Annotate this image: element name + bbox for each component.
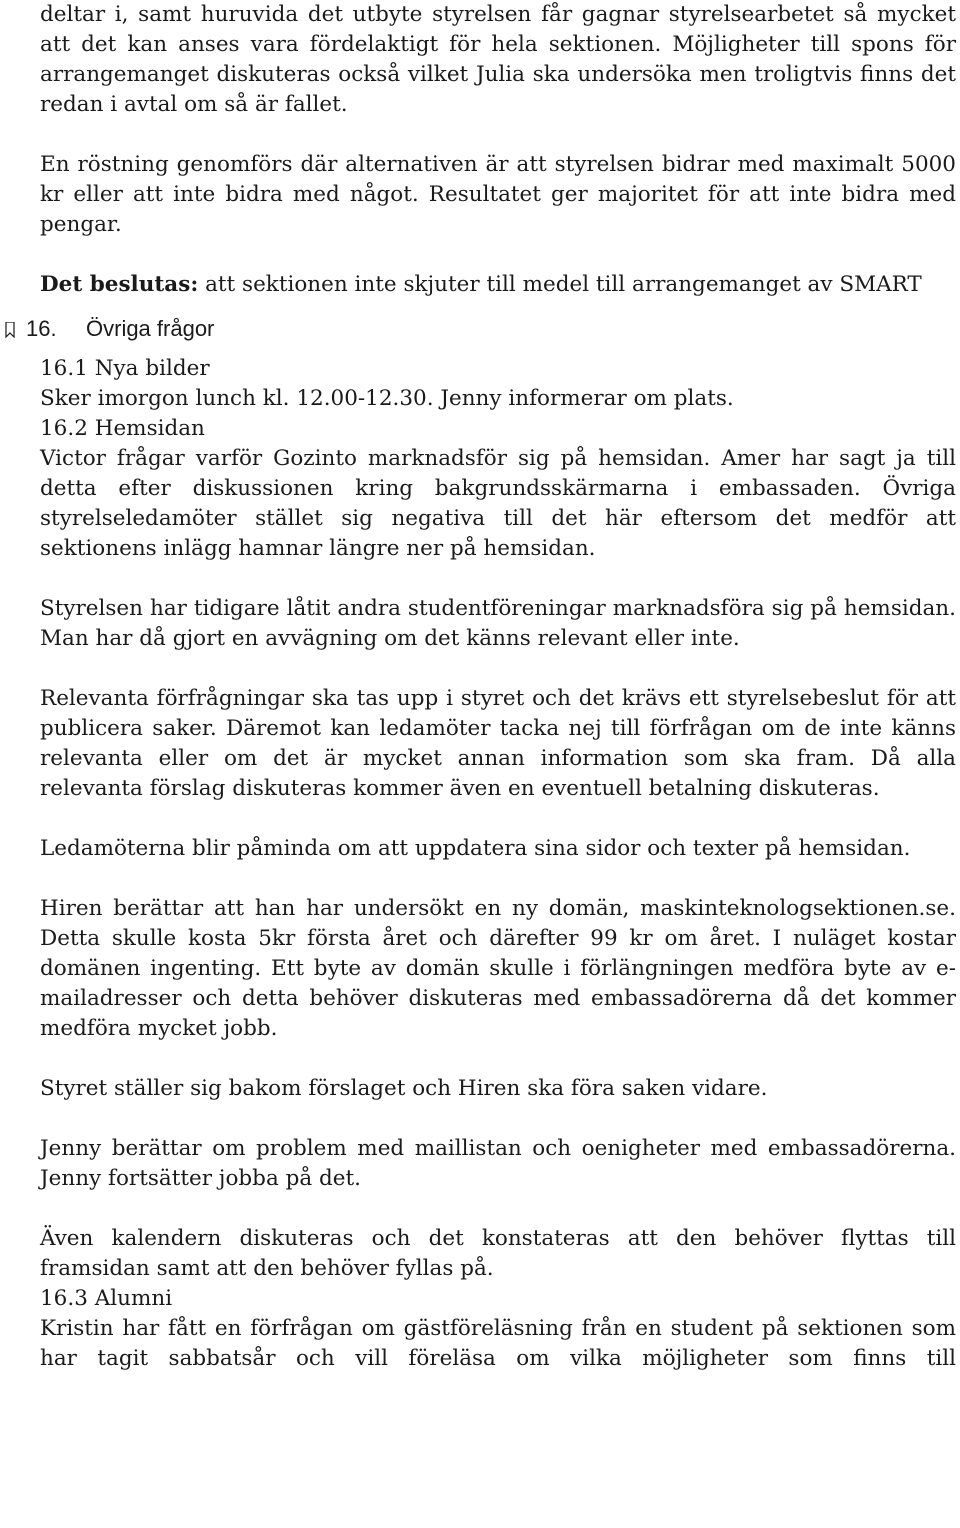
paragraph: Jenny berättar om problem med maillistan och oenigheter med embassadörerna. Jenny fortsätter jobba på det. (40, 1136, 956, 1191)
decision-label: Det beslutas: (40, 272, 199, 297)
paragraph: Ledamöterna blir påminda om att uppdatera sina sidor och texter på hemsidan. (40, 836, 911, 861)
paragraph: Hiren berättar att han har undersökt en ny domän, maskinteknologsektionen.se. Detta skulle kosta 5kr första året och därefter 99 kr om året. I nuläget kostar domänen ingenting. Ett byte av domän skulle i förlängningen medföra byte av e-mailadresser och detta behöver diskuteras med embassadörerna då det kommer medföra mycket jobb. (40, 896, 956, 1041)
bookmark-icon (5, 322, 15, 338)
paragraph: Styrelsen har tidigare låtit andra studentföreningar marknadsföra sig på hemsidan. Man har då gjort en avvägning om det känns relevant eller inte. (40, 596, 956, 651)
paragraph: Relevanta förfrågningar ska tas upp i styret och det krävs ett styrelsebeslut för att publicera saker. Däremot kan ledamöter tacka nej till förfrågan om de inte känns relevanta eller om det är mycket annan information som ska fram. Då alla relevanta förslag diskuteras kommer även en eventuell betalning diskuteras. (40, 686, 956, 801)
decision-paragraph (40, 270, 956, 300)
paragraph: deltar i, samt huruvida det utbyte styrelsen får gagnar styrelsearbetet så mycket att det kan anses vara fördelaktigt för hela sektionen. Möjligheter till spons för arrangemanget diskuteras också vilket Julia ska undersöka men troligtvis finns det redan i avtal om så är fallet. (40, 2, 956, 117)
section-title-text: Övriga frågor (86, 316, 215, 341)
subsection-heading: 16.1 Nya bilder (40, 356, 210, 381)
paragraph: Även kalendern diskuteras och det konstateras att den behöver flyttas till framsidan samt att den behöver fyllas på. (40, 1226, 956, 1281)
paragraph: Kristin har fått en förfrågan om gästföreläsning från en student på sektionen som har tagit sabbatsår och vill föreläsa om vilka möjligheter som finns till (40, 1316, 956, 1371)
paragraph: Sker imorgon lunch kl. 12.00-12.30. Jenny informerar om plats. (40, 386, 734, 411)
section-heading (26, 312, 956, 354)
paragraph: Styret ställer sig bakom förslaget och Hiren ska föra saken vidare. (40, 1076, 768, 1101)
subsection-heading: 16.2 Hemsidan (40, 416, 205, 441)
section-title (26, 314, 214, 344)
decision-text: att sektionen inte skjuter till medel till arrangemanget av SMART (198, 272, 922, 297)
paragraph: Victor frågar varför Gozinto marknadsför sig på hemsidan. Amer har sagt ja till detta efter diskussionen kring bakgrundsskärmarna i embassaden. Övriga styrelseledamöter stället sig negativa till det här eftersom det medför att sektionens inlägg hamnar längre ner på hemsidan. (40, 446, 956, 561)
section-number: 16. (26, 316, 57, 341)
document-page (26, 0, 956, 1374)
subsection-heading: 16.3 Alumni (40, 1286, 173, 1311)
paragraph: En röstning genomförs där alternativen är att styrelsen bidrar med maximalt 5000 kr eller att inte bidra med något. Resultatet ger majoritet för att inte bidra med pengar. (40, 152, 956, 237)
